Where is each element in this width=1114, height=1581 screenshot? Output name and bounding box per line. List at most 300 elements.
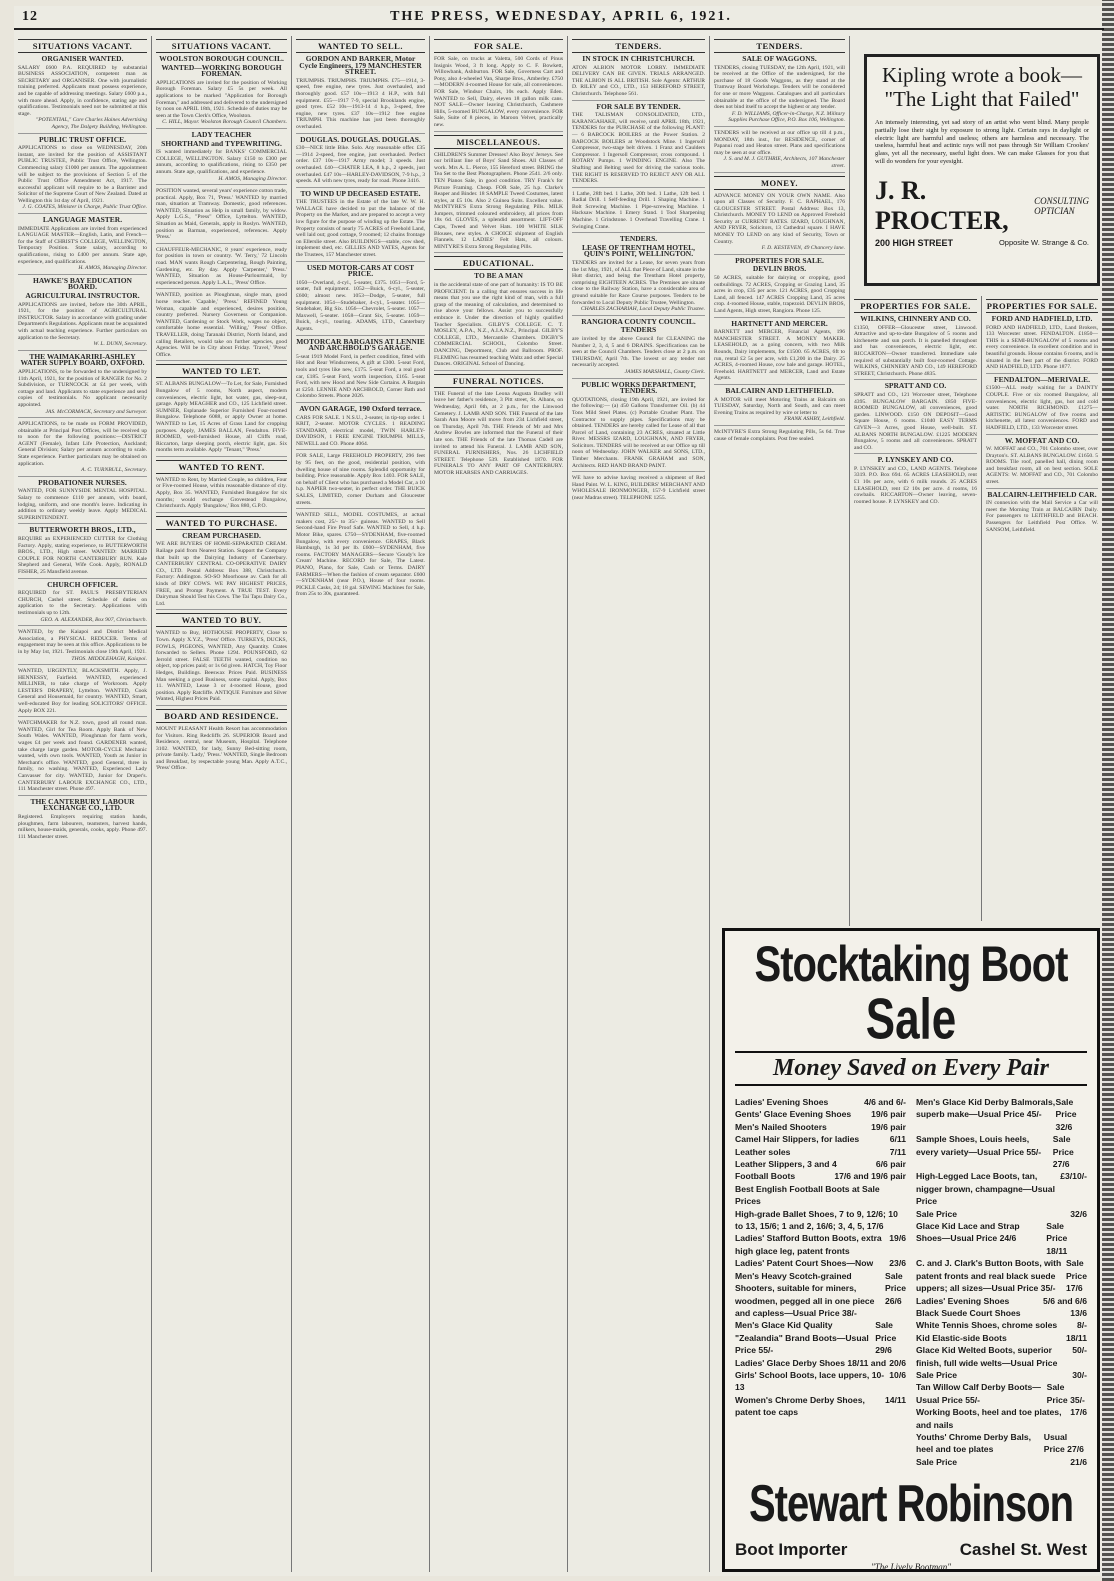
classified-ad	[296, 336, 425, 403]
ad-signature: "POTENTIAL," Care Charles Haines Advertising Agency, The Dalgety Building, Wellington.	[35, 117, 147, 130]
ad-body: are invited by the above Council for CLEANING the Number 2, 3, 4, 5 and 6 DRAINS. Specifications can be seen at the Council Chambers. Tenders close at 2 p.m. on THURSDAY, April 7th. The lowest or any tender not necessarily accepted.	[572, 335, 705, 369]
column-5	[568, 36, 710, 1572]
ad-heading: RANGIORA COUNTY COUNCIL.	[581, 316, 696, 326]
optician-title	[1034, 196, 1089, 216]
stock-item	[916, 1170, 1087, 1207]
classified-ad	[156, 188, 287, 244]
section-heading: FUNERAL NOTICES.	[434, 374, 563, 388]
stock-item	[735, 1232, 906, 1257]
stock-item-price: 6/6 pair	[875, 1159, 906, 1170]
ad-heading: BALCAIRN-LEITHFIELD CAR.	[987, 489, 1097, 499]
section-heading: TENDERS.	[572, 39, 705, 53]
ad-body: THE TALISMAN CONSOLIDATED, LTD., KARANGAHAKE, will receive, until APRIL 18th, 1921, TENDERS for the PURCHASE of the following PLANT:— 6 BABCOCK BOILERS at the Power Station. 2 BABCOCK BOILERS at Woodstock Mine. 1 Ingersoll Compressor, two-stage belt driven. 1 Franz and Caulders Compressor. 1 Ingersoll Compressor, cross compound. 1 ROTARY Pumps. 1 WINDING ENGINE. Also The Shafting and Belting used for driving the various tools. THE RIGHT IS RESERVED TO REJECT ANY OR ALL TENDERS.	[572, 112, 705, 185]
stock-item	[735, 1208, 906, 1233]
stock-item-name: Tan Willow Calf Derby Boots—Usual Price 55/-	[916, 1382, 1041, 1405]
ad-signature: JAMES MARSHALL, County Clerk.	[624, 368, 705, 375]
section-heading: BOARD AND RESIDENCE.	[156, 709, 287, 723]
stock-role: Boot Importer	[735, 1540, 848, 1560]
classified-ad	[572, 316, 705, 379]
kipling-headline-2: "The Light that Failed"	[884, 87, 1080, 111]
ad-body: SPRATT and CO., 121 Worcester street, Telephone 4395. BUNGALOW BARGAIN. £850 FIVE-ROOMED BUNGALOW, all conveniences, good garden. LINWOOD. £150 ON DEPOSIT—Good Square House, 6 rooms. £1040 EASY TERMS GIVEN—3 Acres, good House, well-built. ST. ALBANS NORTH BUNGALOW. £1225 MODERN Bungalow, 5 rooms and all conveniences. SPRATT and CO.	[854, 391, 977, 451]
section-heading: WANTED TO BUY.	[156, 613, 287, 627]
classified-ad	[296, 188, 425, 262]
stock-item-name: Sale Price	[916, 1456, 958, 1467]
classified-ad	[714, 429, 845, 444]
classified-ad	[714, 255, 845, 318]
optician-address-2: Opposite W. Strange & Co.	[998, 237, 1089, 247]
ad-body: CARS FOR SALE. 1 N.S.U., 2-seater, in tip-top order. 1 KRIT, 2-seater. MOTOR CYCLES. 1 READING STANDARD, electrical model, TWIN HARLEY-DAVIDSON, 1 FREE ENGINE TRIUMPH. MILLS, NEWELL and CO. Phone 4064.	[296, 414, 425, 447]
classified-ad	[156, 477, 287, 513]
ad-body: THE Funeral of the late Leona Augusta Bradley will leave her father's residence, 3 Pitt street, St. Albans, on Wednesday, April 6th, at 2 p.m., for the Linwood Cemetery. J. LAMB AND SON. THE Funeral of the late Sarah Ann Moore will move from 234 Lichfield street, on Thursday, April 7th. THE Friends of Mr and Mrs Andrew Bowles are informed that the Funeral of their late son. THE Friends of the late Thomas Cadell are invited to attend his Funeral. J. LAMB AND SON, FUNERAL FURNISHERS, Nos. 26 LICHFIELD STREET. Telephone 539. Established 1870. FOR FUNERALS TO ANY PART OF CANTERBURY. MOTOR HEARSES AND CARRIAGES.	[434, 390, 563, 476]
stock-item-price: Sale Price 27/6	[1052, 1134, 1074, 1170]
stock-item-name: Men's Glace Kid Derby Balmorals, superb make—Usual Price 45/-	[916, 1097, 1056, 1120]
stock-item-name: Ladies' Evening Shoes	[916, 1295, 1010, 1306]
ad-body: BARNETT and MERCER, Financial Agents, 196 MANCHESTER STREET. A MONEY MAKER. LEASEHOLD, as a going concern, with two Milk Rounds, Dairy implements, for £1500. 65 ACRES, 6ft to run, rental £2 5s per acre, with £1,200 in the Dairy. 25 ACRES, 4-roomed House, cow bale and garage. HOTEL, Freehold. HARTNETT and MERCER, Land and Estate Agents.	[714, 329, 845, 382]
classified-ad	[714, 193, 845, 255]
page-number: 12	[22, 9, 38, 24]
classified-ad	[296, 134, 425, 188]
ad-heading: P. LYNSKEY AND CO.	[877, 455, 954, 465]
classified-ad	[156, 292, 287, 361]
stock-item-name: Men's Glace Kid Quality "Zealandia" Brand Boots—Usual Price 55/-	[735, 1320, 869, 1356]
classified-ad	[854, 383, 977, 454]
column-8	[982, 296, 1102, 921]
stock-items	[735, 1096, 1087, 1468]
ad-body: McINTYRE'S Extra Strong Regulating Pills, 5s 6d. True cause of female complaints. Post free sealed.	[714, 428, 845, 442]
section-heading: PROPERTIES FOR SALE.	[986, 301, 1098, 311]
ad-heading: PUBLIC TRUST OFFICE.	[38, 134, 127, 144]
stock-item-name: Gents' Glace Evening Shoes	[735, 1109, 852, 1120]
ad-body: W. MOFFAT and CO., 701 Colombo street, over Drayton's. ST. ALBANS BUNGALOW. £1650. 5 ROOMS. Tile roof, panelled hall, dining room and breakfast room, all on best section. SOLE AGENTS: W. MOFFAT and CO., 701 Colombo street.	[986, 446, 1098, 486]
stock-item	[735, 1108, 906, 1120]
ad-body: 50 ACRES, suitable for dairying or cropping, good outbuildings. 72 ACRES, Cropping or Grazing Land, 35 acres in crop, £35 per acre. 121 ACRES, good Cropping Land, all fenced. 147 ACRES Cropping Land, 35 acres crop. 4-roomed House, stable, trapezoid. DEVLIN BROS, Land Agents, High street, Rangiora. Phone 125.	[714, 275, 845, 314]
section-heading: WANTED TO RENT.	[156, 460, 287, 474]
column-7	[850, 296, 982, 921]
ad-body: CHILDREN'S Summer Dresses! Also Boys' Jerseys. See our brilliant line of Boys' Sand Shoes. All Classes of work. Mrs A. L. Pierce, 155 Hereford street. BRING the Tea Set to the Best Photographers. Phone 2541. 2/6 only. TEN Pianos Sale, in good condition. TRY Frank's for Picture Framing. Cheap. FOR Sale, 25 h.p. Clarke's Reaper and Binder. 18 SAMPLE Tweed Costumes, latest styles, at £5 10s. Also 2 Guinea Suits. Excellent value. McINTYRE'S Extra Strong Regulating Pills. MILK Jumpers, trimmed coloured embroidery, all prices from 18s 6d. GLOVES, a splendid assortment. LIFT-OFF Caps, Tweed and Velvet Hats. 100 WHITE SILK Blouses, new styles. A CHOICE shipment of English Flannels. 12 LADIES' Felt Hats, all colours. MINTYRE'S Extra Strong Regulating Pills.	[434, 151, 563, 250]
stock-items-left	[735, 1096, 906, 1468]
ad-subheading: LEASE OF TRENTHAM HOTEL, QUIN'S POINT, WELLINGTON.	[582, 242, 695, 259]
ad-heading: BUTTERWORTH BROS., LTD.,	[29, 525, 136, 535]
optician-title-1: CONSULTING	[1034, 195, 1089, 206]
ad-body: APPLICATIONS, to be made on FORM PROVIDED, obtainable at Principal Post Offices, will be received up to noon for the following positions:—DISTRICT AGENT (Female), Infant Life Protection, Auckland; General Division; Salary per annum according to scale. State experience. Further particulars may be obtained on application.	[18, 421, 147, 467]
stock-item	[916, 1319, 1087, 1331]
stock-item-name: Men's Nailed Shooters	[735, 1121, 827, 1132]
ad-heading: WOOLSTON BOROUGH COUNCIL.	[159, 54, 284, 63]
stock-item	[916, 1406, 1087, 1431]
stock-item	[916, 1431, 1087, 1456]
ad-body: 1 Lathe, 28ft bed. 1 Lathe, 20ft bed. 1 Lathe, 12ft bed. 1 Radial Drill. 1 Self-feeding Drill. 1 Shaping Machine. 1 Bolt Screwing Machine. 1 Pipe-screwing Machine. 1 Hacksaw Machine. 1 Emery Stand. 1 Tool Sharpening Machine. 1 Grindstone. 1 Overhead Travelling Crane. 1 Swinging Crane.	[572, 190, 705, 230]
ad-body: APPLICATIONS are invited, before the 30th APRIL, 1921, for the position of AGRICULTURAL INSTRUCTOR. Salary in accordance with grading under Department's Regulations. Applicants must be acquainted with actual teaching experience. Further particulars on application to the Secretary.	[18, 301, 148, 341]
stock-item	[735, 1146, 906, 1158]
stock-item-price: 5/6 and 6/6	[1043, 1295, 1087, 1306]
stock-item-price: 14/11	[884, 1394, 906, 1405]
ad-signature: F. D. KESTEVEN, 49 Chancery lane.	[761, 245, 845, 252]
ad-body: WATCHMAKER for N.Z. town, good all round man. WANTED, Girl for Tea Room. Apply Bank of New South Wales. WANTED, Ploughman for farm work, wages £4 per week and found. GARDENER wanted, take charge large garden. MOTOR-CYCLE Mechanic wanted, with own tools. WANTED, Youth as Junior in Merchant's office. WANTED, good General, three in family, no washing. WANTED, Experienced Lady Canvasser for city. WANTED, Junior for Draper's. CANTERBURY LABOUR EXCHANGE CO., LTD., 111 Manchester street. Phone 497.	[18, 720, 147, 793]
ad-body: SALARY £600 P.A. REQUIRED by substantial BUSINESS ASSOCIATION, competent man as SECRETARY and ORGANISER. One with journalistic training preferred. Applicants must possess experience, and be capable of addressing meetings. Salary £600 p.a., with more ahead. Apply, in confidence, stating age and qualifications. Testimonials need not be submitted at this stage.	[18, 64, 147, 117]
ad-signature: A. C. TURNBULL, Secretary.	[81, 467, 147, 474]
ad-heading: CHURCH OFFICER.	[47, 579, 118, 589]
ad-signature: H. AMOS, Managing Director.	[218, 175, 287, 182]
ad-body: WANTED to Buy, HOTHOUSE PROPERTY, Close to Town. Apply X.Y.Z., 'Press' Office. TURKEYS, DUCKS, FOWLS, PIGEONS, WANTED, Any Quantity. Crates forwarded to Sellers. Phone 1294. POUNSFORD, 62 Jerrold street. FALSE TEETH wanted, condition no object, top prices paid; or 1s 6d given. HATCH, Toy Floor Hedges, Buildings. Beeswax Prices Paid. BUSINESS Man seeking a good Business, some capital. Apply, Box 11. WANTED, Lease 3 or 4-roomed House, good position. Apply Ratcliffe. ANTIQUE Furniture and Silver Wanted, Highest Prices Paid.	[156, 630, 287, 703]
ad-body: ADVANCE MONEY ON YOUR OWN NAME. Also upon all Classes of Security. F. C. RAPHAEL, 176 GLOUCESTER STREET. Postal Address: Box 13, Christchurch. MONEY TO LEND on Approved Freehold Security at CURRENT RATES. IZARD, LOUGHNAN, AND FRYER, Solicitors, 13 Cathedral square. I HAVE MONEY TO LEND on any kind of Security, Town or Country.	[714, 192, 845, 245]
classified-ad	[296, 403, 425, 451]
ad-body: WANTED, URGENTLY, BLACKSMITH. Apply, J. HENNESSY, Fairfield. WANTED, experienced MILLINER, to take charge of Workroom. Apply LESTER'S DRAPERY, Lyttelton. WANTED, Cook General and Housemaid, for country. WANTED, Smart, well-educated Boy for leading SOLICITORS' OFFICE. Apply BOX 221.	[18, 668, 147, 714]
stock-item-name: Kid Elastic-side Boots	[916, 1332, 1007, 1343]
stock-item-price: 17/6 and 19/6 pair	[834, 1171, 906, 1182]
ad-body: IN connexion with the Mail Service a Car will meet the Morning Train at BALCAIRN Daily. For passengers to LEITHFIELD and BEACH. Passengers for Leithfield Post Office. W. SANSOM, Leithfield.	[986, 500, 1098, 533]
classified-ad	[986, 316, 1098, 374]
section-heading: MISCELLANEOUS.	[434, 135, 563, 149]
stock-motto: "The Lively Bootman"	[870, 1562, 952, 1573]
classified-ad	[18, 56, 147, 134]
stock-item	[735, 1121, 906, 1133]
stock-item	[916, 1220, 1087, 1257]
stock-item-price: 19/6 pair	[871, 1109, 906, 1120]
ad-body: FOR SALE, Large FREEHOLD PROPERTY, 296 feet by 95 feet, on the good, residential position, with dwelling house of nine rooms. Splendid opportunity for building. Price reasonable. Apply Box 1403. FOR SALE, on behalf of Client who has purchased a Model Car, a 10 h.p. NAPIER two-seater, in perfect order. THE BUICK SALES, LIMITED, corner Durham and Gloucester streets.	[296, 453, 425, 506]
classified-ad	[18, 275, 148, 351]
column-4	[430, 36, 568, 1572]
stock-tagline: Money Saved on Every Pair	[735, 1051, 1087, 1086]
stock-item	[916, 1295, 1087, 1307]
ad-body: IS wanted immediately for BANKS' COMMERCIAL COLLEGE, WELLINGTON. Salary £150 to £300 per annum, according to qualifications, rising to £350 per annum. State age, qualifications, and experience.	[156, 149, 287, 175]
stock-item-name: White Tennis Shoes, chrome soles	[916, 1320, 1058, 1331]
stock-item	[735, 1270, 906, 1320]
stock-item-name: Camel Hair Slippers, for ladies	[735, 1134, 860, 1145]
stock-item-name: Ladies' Evening Shoes	[735, 1097, 829, 1107]
stock-item-name: High-Legged Lace Boots, tan, nigger brown, champagne—Usual Price	[916, 1171, 1055, 1207]
ad-body: REQUIRED for ST. PAUL'S PRESBYTERIAN CHURCH, Cashel street. Schedule of duties on application to the Secretary. Applications with testimonials up to 12th.	[18, 590, 147, 616]
ad-body: FOR Sale, on trucks at Valetta, 500 Cords of Pinus Insignis Wood, 3 ft long. Apply to C. F. Bowkett, Willowbank, Ashburton. FOR Sale, Governess Cart and Pony, also 4-wheeled Van, Sharpe Bros., Amberley. £750—MODERN 4-roomed House for sale, all conveniences. FOR Sale, Windsor Chairs, 10s each. Apply Eden. WANTED to Sell, Dairy, eleven 18 gallon milk cans. NOT SALE—Owner leaving Christchurch, Cashmere Hills, 5-roomed BUNGALOW, every convenience. FOR Sale, Suite of 8 pieces, in Maroon Velvet, practically new.	[434, 56, 563, 128]
ad-heading: FENDALTON—MERIVALE.	[994, 374, 1090, 384]
ad-signature: CHARLES ZACHARIAH, Local Deputy Public Trustee.	[580, 306, 705, 313]
stock-item-name: Ladies' Patent Court Shoes—Now	[735, 1258, 874, 1269]
optician-name-row	[875, 176, 1089, 236]
stock-item	[735, 1158, 906, 1170]
stock-item-price: Sale Price 17/6	[1065, 1258, 1087, 1294]
stock-item	[735, 1369, 906, 1394]
classified-ad	[572, 236, 705, 316]
ad-body: 1050—Overland, 4-cyl., 5-seater, £375. 1051—Ford, 5-seater, full equipment. 1052—Buick, 6-cyl., 5-seater, £600; almost new. 1053—Dodge, 5-seater, full equipment. 1054—Studebaker, 4-cyl., 5-seater. 1055—Studebaker, Big Six. 1056—Chevrolet, 5-seater. 1057—Maxwell, 5-seater. 1058—Grant Six, 5-seater. 1059—Buick, 4-cyl., touring. ADAMS, LTD., Canterbury Agents.	[296, 279, 425, 332]
stock-item	[916, 1208, 1087, 1220]
ad-heading: SALE OF WAGGONS.	[742, 54, 817, 63]
ad-heading: PROPERTIES FOR SALE.	[735, 255, 824, 265]
classified-ad	[18, 629, 147, 665]
section-heading: WANTED TO SELL.	[296, 39, 425, 53]
ad-body: QUOTATIONS, closing 19th April, 1921, are invited for the following:— (a) 450 Gallons Transformer Oil. (b) 44 Tons Mild Steel Plates. (c) Portable Crusher Plant. The Contractor to supply pipes. Specifications may be obtained. TENDERS are hereby called for Lease of all that Parcel of Land, containing 23 ACRES, situated at Little River. MESSRS IZARD, LOUGHNAN, AND FRYER, Solicitors. TENDERS will be received at our Office up till noon of Wednesday. JOHN WALKER and SONS, LTD., Timber Merchants. FRANK GRAHAM and SON, Architects. RED HAND BRAND PAINT.	[572, 396, 705, 469]
section-heading: SITUATIONS VACANT.	[156, 39, 287, 53]
column-2	[152, 36, 292, 1572]
stock-item-price: 8/-	[1076, 1320, 1087, 1331]
ad-body: TRIUMPHS. TRIUMPHS. TRIUMPHS. £75—1914, 3-speed, free engine, new tyres. Just overhauled, and thoroughly good. £57 10s—1913 4 H.P., with full equipment. £55—1917 7-9, special Brooklands engine, good tyres. £52 10s—1913-14 4 h.p., 3-speed, free engine, new tyres. £37 10s—1912 free engine TRIUMPH. This machine has just been thoroughly overhauled.	[296, 77, 425, 130]
stock-item-price: 4/6 and 6/-	[863, 1097, 906, 1107]
ad-heading: W. MOFFAT AND CO.	[1004, 435, 1080, 445]
ad-body: FORD AND HADFIELD, LTD., Land Brokers, 133 Worcester street. FENDALTON. £1850—THIS is a SEMI-BUNGALOW of 5 rooms and every convenience. In excellent condition and in beautiful grounds. House contains 6 rooms, and is situated in the best part of the district. FORD AND HADFIELD, LTD. Phone 1877.	[986, 324, 1099, 371]
ad-body: 5-seat 1919 Model Ford, in perfect condition, fitted with Hot and Rear Windscreens, A gift at £300. 5-seat Ford, tools and tyres like new, £175. 5-seat Ford, a real good car, £185. 5-seat Ford, worth inspection, £165. 5-seat Ford, with new Hood and New Side Curtains. A Bargain at £250. LENNIE AND ARCHBOLD, Corner Bath and Colombo Streets. Phone 2026.	[296, 353, 425, 400]
classified-ad	[296, 56, 425, 134]
ad-heading: LANGUAGE MASTER.	[42, 215, 123, 225]
ad-body: CHAUFFEUR-MECHANIC, 8 years' experience, ready for position in town or country. 'W. Terry,' 72 Lincoln road. MAN wants Rough Carpentering, Rough Painting, Gardening, etc. By day. Apply 'Carpenter,' 'Press.' WANTED, Situation as House-Parlourmaid, by experienced person. Apply L.A.L., 'Press' Office.	[156, 246, 287, 286]
stock-item-price: 6/11	[889, 1134, 906, 1145]
stock-item-price: 21/6	[1070, 1456, 1087, 1467]
classified-ad	[986, 489, 1098, 536]
ad-heading: PUBLIC WORKS DEPARTMENT, TENDERS.	[581, 379, 696, 396]
stock-item	[916, 1096, 1087, 1133]
ad-body: WE have to advise having received a shipment of Red Hand Paint. W. L. KING, BUILDERS' MERCHANT AND WHOLESALE IRONMONGER, 157-9 Lichfield street (near Madras street). TELEPHONE 1255.	[572, 475, 705, 502]
classified-ad	[434, 273, 563, 370]
stock-item-price: 7/11	[889, 1146, 906, 1157]
stock-item	[916, 1133, 1087, 1170]
stock-item-price: 18/11	[1065, 1332, 1087, 1343]
stock-item	[735, 1319, 906, 1356]
ad-body: APPLICATIONS, to be forwarded to the undersigned by 11th April, 1921, for the position of RANGER for No. 2 Subdivision, or TURNCOCK at £4 per week, with cottage and land. Applicants to state experience and send copies of testimonials. No applicant necessarily appointed.	[18, 368, 147, 408]
column-6	[710, 36, 850, 926]
stock-item	[735, 1394, 906, 1419]
ad-body: POSITION wanted, several years' experience cotton trade, practical. Apply, Box 71, 'Press.' WANTED by married man, situation at Tramway. Domestic, good references. WANTED, Situation as Help in small family, by widow. Apply L.G.S., "Press" Office, Lyttelton. WANTED, Situation as Maid, Generals, apply in Roslyn. WANTED, position as Barman, experienced, references. Apply 'Press.'	[156, 188, 287, 241]
ad-body: A MOTOR will meet Motoring Trains at Balcairn on TUESDAY, Saturday, North and South, and can meet Evening Trains as required by wire or letter to	[714, 396, 845, 416]
stock-item	[916, 1381, 1087, 1406]
stock-item-name: Ladies' Glace Derby Shoes 18/11 and	[735, 1357, 887, 1368]
section-heading: TENDERS.	[714, 39, 845, 53]
ad-body: APPLICATIONS are invited for the position of Working Borough Foreman. Salary £5 5s per week. All applications to be marked "Application for Borough Foreman," and addressed and delivered to the undersigned by noon on APRIL 18th, 1921. Schedule of duties may be seen at the Town Clerk's Office, Woolston.	[156, 79, 287, 119]
stock-item	[735, 1357, 906, 1369]
ad-body: TENDERS will be received at our office up till 4 p.m., MONDAY, 18th inst., for RESIDENCE, corner of Papanui road and Heaton street. Plans and specifications may be seen at our office.	[714, 129, 845, 156]
stock-item	[916, 1456, 1087, 1468]
classified-ad	[714, 56, 845, 127]
ad-body: in the accidental state of one part of humanity: IS TO BE PROFICIENT. In a calling that ensures success in life means that you use the right kind of man, with a full grasp of the meaning of calculation, and determined to rise above your fellows. Assist you to successfully embrace it. Under the direction of highly qualified Teacher Specialists. GILBY'S COLLEGE. C. T. MOSLEY, A.P.A., N.Z., A.I.A.N.Z., Principal. GILBY'S COLLEGE, LTD., Mercantile Chambers. DIGBY'S COMMERCIAL SCHOOL, Colombo Street. DANCING, Deportment, Club and Ballroom. PROF. FLEMING has resumed teaching Waltz and other Special Dances. ORIGINAL School of Dancing.	[434, 282, 563, 368]
classified-ad	[156, 530, 287, 611]
edge-binding	[1102, 0, 1114, 1581]
ad-body: TENDERS, closing TUESDAY, the 12th April, 1921, will be received at the Office of the undersigned, for the purchase of 18 Goods Waggons, as they stand at the Tramway Board Workshops. Tenders will be considered for one or more Waggons. Catalogues and all particulars obtainable at the office of the undersigned. The Board does not bind itself to accept the highest or any tender.	[714, 64, 845, 111]
ad-heading: BALCAIRN AND LEITHFIELD.	[725, 385, 834, 395]
classified-ad	[156, 630, 287, 706]
classified-ad	[572, 191, 705, 234]
classified-ad	[296, 512, 425, 600]
classified-ad	[296, 453, 425, 509]
ad-body: £30—NICE little Bike. Solo. Any reasonable offer. £35—1914 2-speed, free engine, just overhauled. Perfect order. £37 10s—1917 Army model; 3 speeds. Just overhauled. £40—CHATER LEA, 8 h.p., 2 speeds, just overhauled. £47 10s—HARLEY-DAVIDSON, 7-9 h.p., 3 speeds. All with new tyres, ready for road. Phone 3416.	[296, 145, 425, 185]
ad-body: WANTED, FOR SUNNYSIDE MENTAL HOSPITAL. Salary to commence £110 per annum, with board, lodging, uniform, and one month's leave. Indicating in addition to ordinary weekly leave. Apply MEDICAL SUPERINTENDENT.	[18, 488, 147, 521]
classified-ad	[156, 381, 287, 457]
classified-ad	[434, 152, 563, 254]
ad-body: ATON ALBION MOTOR LORRY. IMMEDIATE DELIVERY CAN BE GIVEN. TRIALS ARRANGED. THE ALBION IS ALL BRITISH. Sole Agents: ARTHUR D. RILEY and CO., LTD., 153 HEREFORD STREET, Christchurch. Telephone 561.	[572, 64, 705, 97]
ad-body: P. LYNSKEY and CO., LAND AGENTS. Telephone 3319. P.O. Box 694. 65 ACRES LEASEHOLD, rent £1 10s per acre, with 6 milk rounds. 25 ACRES LEASEHOLD, rent £2 10s per acre. 4 rooms, 16 cowbails. RICCARTON—Owner leaving, seven-roomed house. P. LYNSKEY and CO.	[854, 465, 977, 505]
classified-ad	[18, 134, 147, 215]
stock-item-price: Sale Price 18/11	[1046, 1221, 1068, 1256]
ad-heading: FORD AND HADFIELD, LTD.	[991, 314, 1093, 323]
ad-body: ST. ALBANS BUNGALOW—To Let, for Sale, Furnished Bungalow of 5 rooms, North aspect, modern conveniences, electric light, hot water, gas, sleep-out, garage. Apply MEAGHER and CO., 125 Lichfield street. SUMNER, Esplanade Superior Furnished Four-roomed Bungalow. Telephone 6088, or apply Owner at home. WANTED to Let, 15 Acres of Grass Land for cropping purposes. Apply, JAMES BALLAN, Fendalton. FIVE-ROOMED, well-furnished House, all Cliffs road, Riccarton, large sleeping porch, electric light, gas. Six months term available. Apply "Tenant," 'Press.'	[156, 381, 287, 454]
optician-address: 200 HIGH STREET	[875, 237, 954, 248]
stock-item-price: Sale Price 32/6	[1055, 1097, 1077, 1132]
ad-heading: TENDERS.	[619, 234, 658, 244]
ad-body: REQUIRE an EXPERIENCED CUTTER for Clothing Factory. Apply, stating experience, to BUTTERWORTH BROS., LTD., High street. WANTED: MARRIED COUPLE FOR NORTH CANTERBURY RUN. Kale Shepherd and General, Wife Cook. Apply, RONALD FISHER, 25 Mansfield avenue.	[18, 536, 147, 575]
ad-body: THE TRUSTEES in the Estate of the late W. W. H. WALLACE have decided to put the balance of the Property on the Market, and are prepared to accept a very low figure for the purpose of winding up the Estate. The Property consists of nearly 75 ACRES of Freehold Land, well laid out; good cottage, 9 roomed; 12 chains frontage on Ellerslie street. Also BUILDINGS—stable, cow shed, implement shed, etc. GILLIES AND YATES, Agents for the Trustees, 157 Manchester street.	[296, 199, 425, 259]
classified-ad	[156, 129, 287, 185]
classified-ad	[18, 527, 147, 578]
classified-ad	[434, 56, 563, 132]
classified-ad	[18, 720, 147, 796]
stocktaking-boot-sale-ad	[722, 928, 1100, 1572]
stock-item-name: High-grade Ballet Shoes, 7 to 9, 12/6; 10 to 13, 15/6; 1 and 2, 16/6; 3, 4, 5, 17/6	[735, 1208, 898, 1232]
classified-ad	[18, 477, 147, 525]
stock-item	[916, 1344, 1087, 1369]
stock-item	[916, 1369, 1087, 1381]
ad-body: Registered. Employers requiring station hands, ploughmen, farm labourers, teamsters, harvest hands, milkers, house-maids, generals, cooks, apply. Phone 497. 111 Manchester street.	[18, 813, 147, 840]
ad-signature: F. D. WILLIAMS, Officer-in-Charge, N.Z. Military Supplies Purchase Office, P.O. Box 106, Wellington.	[728, 110, 845, 124]
ad-heading: ORGANISER WANTED.	[41, 54, 124, 63]
ad-heading: DOUGLAS. DOUGLAS. DOUGLAS.	[300, 134, 421, 144]
stock-item-name: Leather soles	[735, 1146, 791, 1157]
ad-heading: PROBATIONER NURSES.	[38, 477, 127, 487]
stock-footer	[735, 1540, 1087, 1560]
classified-ad	[986, 374, 1098, 435]
classified-ad	[296, 262, 425, 336]
classified-ad	[18, 668, 147, 717]
ad-body: WANTED to Rent, by Married Couple, no children, Four or Five-roomed House, within reasonable distance of city. Apply, Box 35. WANTED, Furnished Bungalow for six months; would exchange Grovestead Bungalow, Christchurch. Apply 'Bungalow,' Box 880, G.P.O.	[156, 476, 287, 510]
section-heading: FOR SALE.	[434, 39, 563, 53]
classified-ad	[156, 247, 287, 290]
classified-ad	[714, 385, 845, 426]
ad-heading: THE WAIMAKARIRI-ASHLEY WATER SUPPLY BOARD, OXFORD.	[20, 351, 145, 368]
stock-item-name: Working Boots, heel and toe plates, and nails	[916, 1407, 1062, 1430]
ad-body: MOUNT PLEASANT Health Resort has accommodation for Visitors. Ring Redcliffs 26. SUPERIOR Board and Residence, central, near Museum, Hospital. Telephone 3102. WANTED, for lady, Sunny Bed-sitting room, private family. 'Lady,' 'Press.' WANTED, Single Bedroom and Breakfast, by respectable young Man. Apply A.T.C., 'Press' Office.	[156, 725, 287, 772]
stock-item-name: Sample Shoes, Louis heels, every variety—Usual Price 55/-	[916, 1134, 1042, 1157]
classified-ad	[156, 56, 287, 129]
stock-item-name: C. and J. Clark's Button Boots, with patent fronts and real black suede uppers; all sizes—Usual Price 35/-	[916, 1258, 1062, 1294]
ad-heading: TO WIND UP DECEASED ESTATE.	[300, 188, 421, 198]
stock-item-price: Sale Price 26/6	[884, 1270, 907, 1306]
kipling-headline-1: Kipling wrote a book—	[881, 63, 1083, 87]
ad-body: TENDERS are invited for a Lease, for seven years from the 1st May, 1921, of ALL that Piece of Land, situate in the Hutt district, and being the Trentham Hotel property, comprising EIGHTEEN ACRES. The Premises are situate close to the Railway Station, have a considerable area of ground suitable for Race Course purposes. Tenders to be forwarded to Local Deputy Public Trustee, Wellington.	[572, 260, 705, 306]
ad-signature: W. L. DUNN, Secretary.	[93, 341, 147, 348]
stock-item	[735, 1183, 906, 1208]
stock-item-name: Sale Price	[916, 1369, 958, 1380]
stock-item-price: 50/-	[1072, 1345, 1087, 1356]
stock-item-price: Usual Price 27/6	[1043, 1431, 1084, 1455]
ad-heading: IN STOCK IN CHRISTCHURCH.	[582, 54, 695, 63]
stock-item	[735, 1133, 906, 1145]
stock-item-price: 20/6	[889, 1357, 906, 1368]
ad-heading: SPRATT AND CO.	[884, 381, 947, 391]
ad-heading: USED MOTOR-CARS AT COST PRICE.	[306, 262, 415, 279]
ad-subheading: TO BE A MAN	[474, 271, 523, 281]
stock-title-2: Sale	[865, 987, 957, 1052]
classified-ad	[18, 351, 147, 418]
classified-ad	[854, 457, 977, 507]
stock-item-name: Girls' School Boots, lace uppers, 10-13	[735, 1369, 885, 1393]
masthead	[14, 6, 1104, 30]
stock-item-price: 32/6	[1070, 1208, 1087, 1219]
optician-title-2: OPTICIAN	[1034, 205, 1075, 216]
ad-heading: WILKINS, CHINNERY AND CO.	[860, 314, 971, 323]
newspaper-page	[14, 6, 1104, 1576]
ad-signature: FRANK ASHBY, Leithfield.	[784, 416, 845, 423]
classified-ad	[18, 217, 147, 275]
stock-item-name: Leather Slippers, 3 and 4	[735, 1159, 837, 1170]
stock-item	[735, 1096, 906, 1108]
stock-item-name: Women's Chrome Derby Shoes, patent toe caps	[735, 1394, 865, 1418]
section-heading: EDUCATIONAL.	[434, 256, 563, 270]
stock-item-name: Ladies' Stafford Button Boots, extra high glace leg, patent fronts	[735, 1233, 882, 1256]
kipling-body: An intensely interesting, yet sad story of an artist who went blind. Many people partially lose their sight by exposure to strong light. Certain rays in daylight or electric light are harmful and useless; others are harmless and necessary. The useless, harmful heat and actinic rays will not pass through Sir William Crookes' glass, yet all the necessary, useful light does. We can make Glasses for you that will do wonders for your eyesight.	[875, 119, 1089, 165]
ad-body: APPLICATIONS to close on WEDNESDAY, 20th instant, are invited for the position of ASSISTANT PUBLIC TRUSTEE, Public Trust Office, Wellington. Commencing salary £1000 per annum. The appointment will be subject to the provisions of Section 5 of the Public Trust Office Amendment Act, 1917. The successful applicant will require to be a Barrister and Solicitor of the Supreme Court of New Zealand. Dated at Wellington this 1st day of April, 1921.	[18, 145, 147, 204]
ad-signature: GEO. A. ALEXANDER, Box 907, Christchurch.	[40, 616, 147, 623]
ad-heading: LADY TEACHER	[191, 129, 252, 139]
ad-body: WE ARE BUYERS OF HOME-SEPARATED CREAM. Railage paid from Nearest Station. Support the Company that built up the Dairying Industry of Canterbury. CANTERBURY CENTRAL CO-OPERATIVE DAIRY CO., LTD. Postal Address: Box 388, Christchurch. Factory: Addington. SO-SO Moorhouse av. Cash for all kinds of DRY COWS. WE PAY HIGHEST PRICES, FREE, and Prompt Payment. A TRUE TEST. Every Dairyman Should Test his Cows. The Tai Tapu Dairy Co., Ltd.	[156, 541, 287, 607]
ad-heading: FOR SALE BY TENDER.	[596, 101, 681, 111]
stock-item-price: 17/6	[1070, 1407, 1087, 1418]
classified-ad	[18, 579, 147, 627]
section-heading: WANTED TO PURCHASE.	[156, 516, 287, 530]
stock-item	[916, 1257, 1087, 1294]
classified-ad	[714, 318, 845, 385]
stock-item-price: 19/6	[889, 1233, 906, 1244]
ad-signature: J. G. COATES, Minister in Charge, Public Trust Office.	[22, 204, 147, 211]
ad-heading: GORDON AND BARKER, Motor Cycle Engineers, 179 MANCHESTER STREET.	[299, 54, 422, 77]
ad-body: WANTED, position as Ploughman, single man, good horse reacher. 'Capable,' 'Press.' REFINED Young Woman, capable and experienced, desires position, country preferred. Nursery Governess or Companion. WANTED, Gardening or Stock Work, wages no object, comfortable home essential. 'Willing,' 'Press' Office. TRAVELLER, doing Taranaki District, North Island, and calling Retailers, would take on further agencies, good Agencies. Will be in City about Friday. 'Travel,' 'Press' Office.	[156, 292, 287, 358]
stock-item-name: Best English Football Boots at Sale Prices	[735, 1183, 880, 1207]
stock-item-price: 19/6 pair	[871, 1121, 906, 1132]
ad-subheading: SHORTHAND and TYPEWRITING.	[161, 138, 282, 148]
ad-body: WANTED, by the Kaiapoi and District Medical Association, a PHYSICAL REDUCER. Terms of engagement may be seen at this office. Applications to be in by May 1st, 1921. Testimonials close 19th April, 1921.	[18, 629, 147, 655]
stock-items-right	[916, 1096, 1087, 1468]
ad-subheading: TENDERS	[620, 325, 657, 335]
ad-signature: H. AMOS, Managing Director.	[78, 265, 147, 272]
ad-heading: THE CANTERBURY LABOUR EXCHANGE CO., LTD.	[30, 796, 135, 813]
stock-item-name: Black Suede Court Shoes	[916, 1307, 1021, 1318]
classified-ad	[572, 379, 705, 473]
classified-ad	[18, 796, 147, 843]
classified-ad	[18, 421, 147, 477]
classified-ad	[572, 475, 705, 503]
stock-item-name: Glace Kid Welted Boots, superior finish, full wide welts—Usual Price	[916, 1345, 1058, 1368]
section-heading: PROPERTIES FOR SALE.	[854, 299, 977, 313]
stock-item-name: Sale Price	[916, 1208, 958, 1219]
stock-address: Cashel St. West	[959, 1540, 1087, 1560]
optician-name: J. R. PROCTER,	[875, 175, 1009, 235]
ad-subheading: WANTED—WORKING BOROUGH FOREMAN.	[161, 62, 282, 79]
classified-ad	[156, 726, 287, 774]
section-heading: SITUATIONS VACANT.	[18, 39, 147, 53]
stock-item	[916, 1307, 1087, 1319]
ad-body: IMMEDIATE Applications are invited from experienced LANGUAGE MASTER—English, Latin, and French—for the Staff of CHRIST'S COLLEGE, WELLINGTON, Temporary Position. State salary, according to qualifications, rising to £400 per annum. State age, experience, and qualifications.	[18, 225, 147, 265]
classified-ad	[572, 56, 705, 101]
classified-ad	[434, 391, 563, 479]
stock-item-price: 13/6	[1070, 1307, 1087, 1318]
ad-body: £1350, OFFER—Gloucester street, Linwood. Attractive and up-to-date Bungalow of 5 rooms and kitchenette and sun porch. It is panelled throughout and has conveniences, electric light, etc. RICCARTON—Owner transferred. Immediate sale required of substantially built four-roomed Cottage. WILKINS, CHINNERY AND CO., 149 HEREFORD STREET, Christchurch. Phone 4835.	[854, 324, 977, 377]
ad-heading: AVON GARAGE, 190 Oxford terrace.	[299, 403, 422, 413]
ad-heading: HAWKE'S BAY EDUCATION BOARD.	[33, 275, 132, 292]
ad-body: £1500—ALL ready waiting for a DAINTY COUPLE. Five or six roomed Bungalow, all conveniences, electric light, gas, hot and cold water. NORTH RICHMOND. £1275—ARTISTIC BUNGALOW of five rooms and kitchenette, all latest conveniences. FORD and HADFIELD, LTD., 133 Worcester street.	[986, 385, 1098, 431]
ad-signature: JAS. McCORMACK, Secretary and Surveyor.	[45, 408, 147, 415]
stock-item-price: 30/-	[1072, 1369, 1087, 1380]
classified-ad	[572, 101, 705, 188]
stock-item-price: £3/10/-	[1060, 1171, 1087, 1182]
ad-signature: J. S. and M. J. GUTHRIE, Architects, 107 Manchester street.	[723, 156, 845, 169]
stock-title-1: Stocktaking Boot	[754, 937, 1068, 992]
stock-item	[735, 1257, 906, 1269]
classified-ad	[854, 316, 977, 380]
column-3	[292, 36, 430, 1572]
optician-address-row	[875, 238, 1089, 248]
ad-heading: MOTORCAR BARGAINS AT LENNIE AND ARCHBOLD'S GARAGE.	[296, 336, 425, 353]
section-heading: WANTED TO LET.	[156, 364, 287, 378]
stock-item-name: Glace Kid Lace and Strap Shoes—Usual Price 24/6	[916, 1221, 1020, 1244]
stock-item-name: Football Boots	[735, 1171, 796, 1182]
ad-subheading: DEVLIN BROS.	[752, 264, 807, 274]
masthead-title: THE PRESS, WEDNESDAY, APRIL 6, 1921.	[390, 9, 732, 24]
stock-item-price: 10/6	[889, 1369, 906, 1380]
ad-heading: HARTNETT AND MERCER.	[731, 318, 828, 328]
stock-item-name: Youths' Chrome Derby Bals, heel and toe plates	[916, 1431, 1032, 1455]
